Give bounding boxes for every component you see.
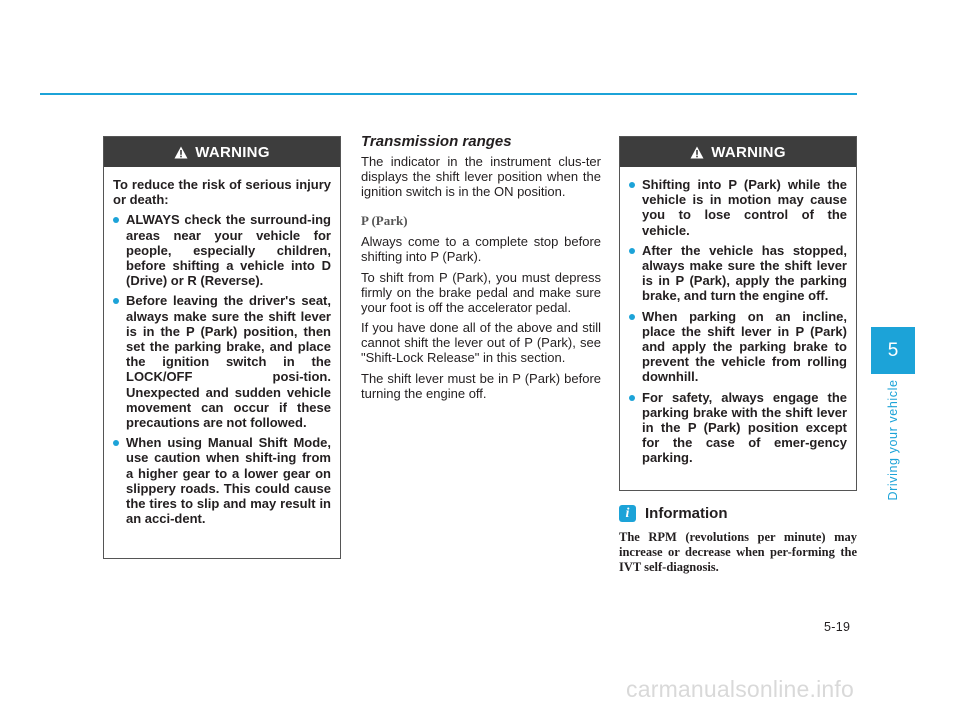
- paragraph: Always come to a complete stop before shifting into P (Park).: [361, 234, 601, 265]
- warning-item: After the vehicle has stopped, always make sure the shift lever is in P (Park), apply the parking brake, and turn the engine off.: [629, 243, 847, 304]
- bullet-icon: [629, 314, 635, 320]
- warning-item: ALWAYS check the surround-ing areas near your vehicle for people, especially children, before shifting a vehicle into D (Drive) or R (Reverse).: [113, 212, 331, 288]
- bullet-icon: [113, 217, 119, 223]
- warning-item: Shifting into P (Park) while the vehicle is in motion may cause you to lose control of the vehicle.: [629, 177, 847, 238]
- paragraph: To shift from P (Park), you must depress firmly on the brake pedal and make sure your foot is off the accelerator pedal.: [361, 269, 601, 315]
- warning-item: When using Manual Shift Mode, use caution when shift-ing from a higher gear to a lower gear on slippery roads. This could cause the tires to slip and may result in an acci-dent.: [113, 435, 331, 526]
- top-rule: [40, 93, 857, 95]
- section-title: Transmission ranges: [361, 133, 512, 150]
- warning-header: [104, 137, 340, 167]
- information-block: [619, 505, 857, 575]
- bullet-icon: [629, 395, 635, 401]
- warning-title: WARNING: [195, 143, 270, 161]
- paragraph: The shift lever must be in P (Park) before turning the engine off.: [361, 370, 601, 401]
- park-subheading: P (Park): [361, 213, 408, 229]
- section-intro: The indicator in the instrument clus-ter displays the shift lever position when the ignition switch is in the ON position.: [361, 154, 601, 199]
- chapter-label: Driving your vehicle: [886, 379, 900, 501]
- warning-box-left: [103, 136, 341, 559]
- info-icon: i: [619, 505, 636, 522]
- bullet-icon: [113, 440, 119, 446]
- chapter-tab: 5: [871, 327, 915, 374]
- transmission-section: [361, 133, 601, 407]
- warning-header: [620, 137, 856, 167]
- warning-item: When parking on an incline, place the shift lever in P (Park) and apply the parking brake to prevent the vehicle from rolling downhill.: [629, 309, 847, 385]
- warning-title: WARNING: [711, 143, 786, 161]
- watermark: carmanualsonline.info: [626, 676, 854, 702]
- warning-item: Before leaving the driver's seat, always make sure the shift lever is in the P (Park) position, then set the parking brake, and place the ignition switch in the LOCK/OFF posi-tion. Unexpected and sudden vehicle movement can occur if these precautions are not followed.: [113, 293, 331, 430]
- warning-box-right: [619, 136, 857, 491]
- information-title: Information: [645, 505, 728, 522]
- bullet-icon: [113, 298, 119, 304]
- page-number: 5-19: [824, 620, 851, 634]
- warning-triangle-icon: [690, 146, 704, 159]
- warning-triangle-icon: [174, 146, 188, 159]
- information-text: The RPM (revolutions per minute) may increase or decrease when per-forming the IVT self-diagnosis.: [619, 530, 857, 574]
- bullet-icon: [629, 182, 635, 188]
- bullet-icon: [629, 248, 635, 254]
- warning-intro: To reduce the risk of serious injury or death:: [113, 177, 331, 208]
- warning-item: For safety, always engage the parking brake with the shift lever in the P (Park) position except for the case of emer-gency parking.: [629, 390, 847, 466]
- paragraph: If you have done all of the above and still cannot shift the lever out of P (Park), see "Shift-Lock Release" in this section.: [361, 320, 601, 365]
